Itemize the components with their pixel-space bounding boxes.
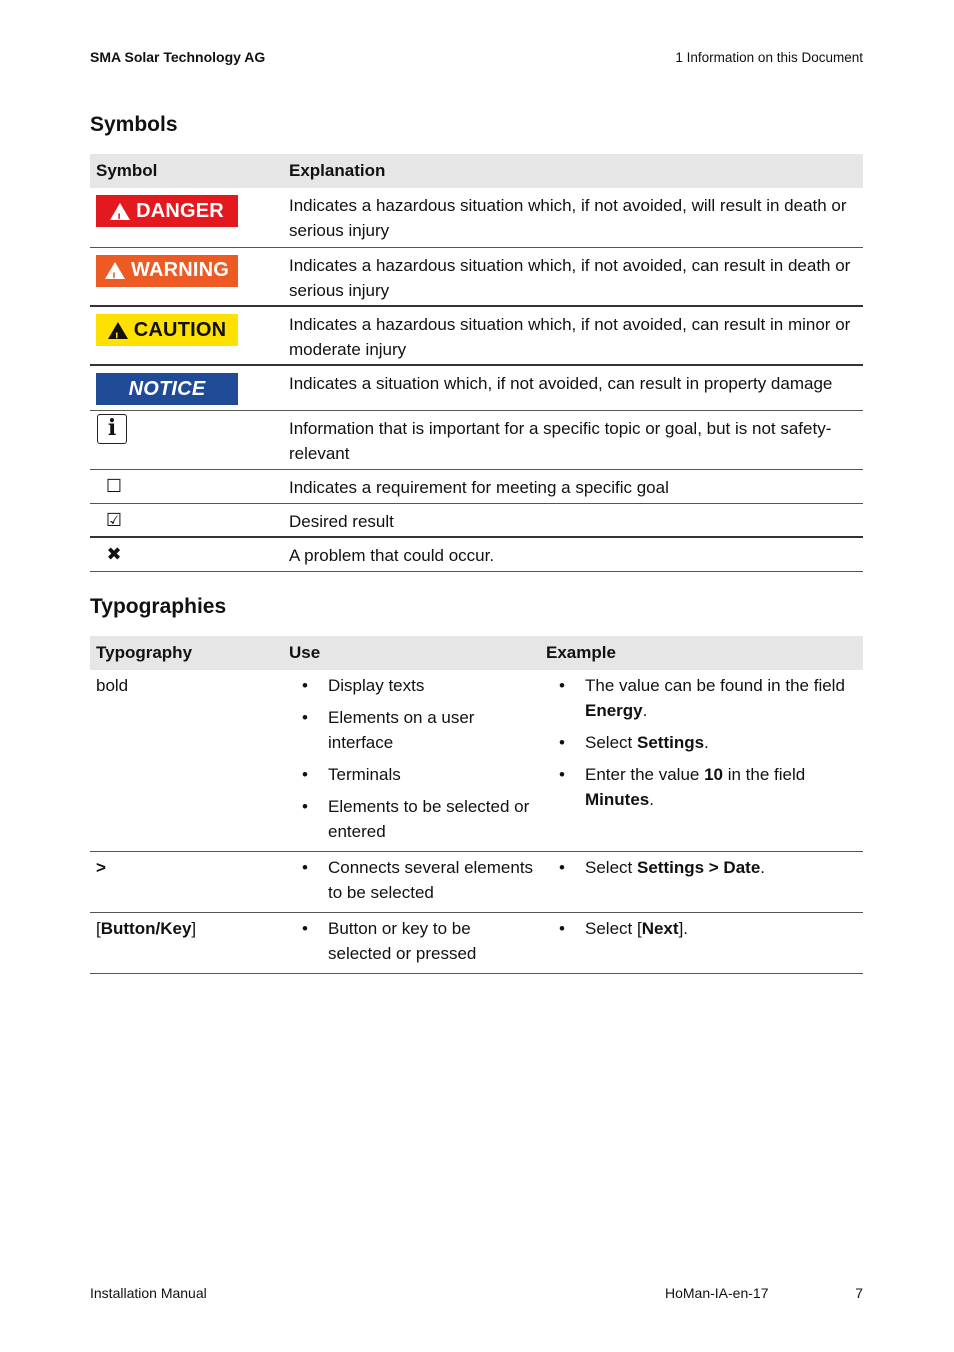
col-symbol: Symbol: [90, 154, 283, 188]
header-chapter: 1 Information on this Document: [675, 50, 863, 65]
symbols-heading: Symbols: [90, 113, 178, 136]
list-item: • Select Settings > Date.: [546, 855, 857, 880]
col-example: Example: [540, 636, 863, 670]
danger-badge: ! DANGER: [96, 195, 238, 227]
symbols-table: [90, 154, 863, 572]
caution-badge: ! CAUTION: [96, 314, 238, 346]
notice-badge: NOTICE: [96, 373, 238, 405]
warning-triangle-icon: [110, 203, 130, 220]
footer-code: HoMan-IA-en-17: [665, 1285, 769, 1301]
list-item: • Elements to be selected or entered: [289, 794, 534, 844]
typographies-header-row: [90, 636, 863, 670]
col-use: Use: [283, 636, 540, 670]
table-row: [90, 852, 863, 913]
col-typography: Typography: [90, 636, 283, 670]
typography-bold: bold: [90, 670, 283, 852]
table-row: [90, 306, 863, 365]
warning-text: Indicates a hazardous situation which, if not avoided, can result in death or serious injury: [283, 247, 863, 306]
warning-triangle-icon: [105, 262, 125, 279]
list-item: • Enter the value 10 in the field Minutes.: [546, 762, 857, 812]
table-row: [90, 537, 863, 571]
typographies-heading: Typographies: [90, 595, 227, 618]
footer-manual: Installation Manual: [90, 1285, 207, 1301]
warning-triangle-icon: [108, 322, 128, 339]
symbols-header-row: [90, 154, 863, 188]
result-text: Desired result: [283, 503, 863, 537]
typographies-table: [90, 636, 863, 974]
typography-button-key: [Button/Key]: [90, 913, 283, 974]
checkbox-checked-icon: ☑: [105, 509, 123, 530]
table-row: [90, 410, 863, 469]
info-text: Information that is important for a specific topic or goal, but is not safety-relevant: [283, 410, 863, 469]
cross-icon: ✖: [106, 544, 122, 564]
list-item: • Elements on a user interface: [289, 705, 534, 755]
list-item: • Connects several elements to be selected: [289, 855, 534, 905]
table-row: [90, 913, 863, 974]
caution-text: Indicates a hazardous situation which, if not avoided, can result in minor or moderate injury: [283, 306, 863, 365]
warning-badge: ! WARNING: [96, 255, 238, 287]
danger-text: Indicates a hazardous situation which, if not avoided, will result in death or serious injury: [283, 188, 863, 247]
notice-text: Indicates a situation which, if not avoided, can result in property damage: [283, 365, 863, 410]
typography-arrow: >: [90, 852, 283, 913]
table-row: [90, 188, 863, 247]
bold-uses-list: [289, 673, 534, 844]
requirement-text: Indicates a requirement for meeting a specific goal: [283, 469, 863, 503]
table-row: [90, 503, 863, 537]
list-item: • Terminals: [289, 762, 534, 787]
table-row: [90, 469, 863, 503]
header-company: SMA Solar Technology AG: [90, 49, 266, 65]
list-item: • The value can be found in the field Energy.: [546, 673, 857, 723]
col-explanation: Explanation: [283, 154, 863, 188]
table-row: [90, 365, 863, 410]
list-item: • Button or key to be selected or pressed: [289, 916, 534, 966]
info-icon: i: [97, 414, 127, 444]
footer-page-number: 7: [855, 1285, 863, 1301]
list-item: • Display texts: [289, 673, 534, 698]
problem-text: A problem that could occur.: [283, 537, 863, 571]
list-item: • Select [Next].: [546, 916, 857, 941]
table-row: [90, 670, 863, 852]
bold-examples-list: [546, 673, 857, 812]
table-row: [90, 247, 863, 306]
checkbox-empty-icon: ☐: [105, 475, 123, 496]
list-item: • Select Settings.: [546, 730, 857, 755]
